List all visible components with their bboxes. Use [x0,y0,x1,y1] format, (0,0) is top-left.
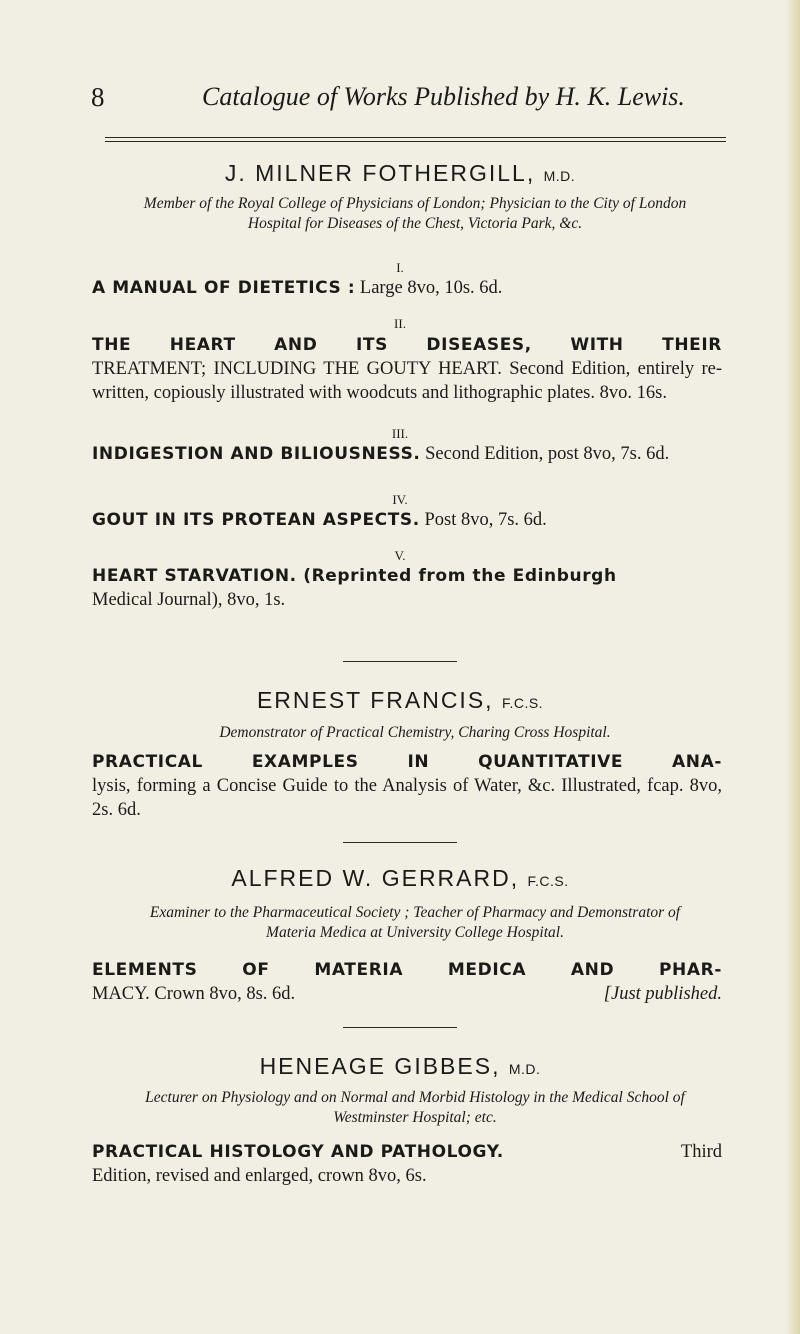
running-title: Catalogue of Works Published by H. K. Lewis. [202,82,685,111]
publication-note: [Just published. [603,984,722,1004]
work-entry [92,442,732,466]
work-title: PRACTICAL EXAMPLES IN QUANTITATIVE ANA- [92,752,722,772]
work-numeral: II. [394,316,406,331]
work-details: Edition, revised and enlarged, crown 8vo, 6s. [92,1166,427,1186]
work-numeral: III. [391,426,409,441]
author-affiliation [110,903,720,943]
page-number: 8 [91,82,105,112]
author-degree: M.D. [543,168,576,184]
affiliation-line: Demonstrator of Practical Chemistry, Charing Cross Hospital. [219,724,611,741]
work-numeral: I. [396,260,404,275]
section-separator [343,1027,457,1028]
work-entry [92,276,722,300]
affiliation-line: Lecturer on Physiology and on Normal and Morbid Histology in the Medical School of [145,1089,685,1106]
author-affiliation [110,1088,720,1128]
work-title: HEART STARVATION. (Reprinted from the Edinburgh [92,566,617,586]
work-entry [92,333,722,405]
work-entry [92,564,722,612]
author-name: ERNEST FRANCIS, [256,687,494,713]
work-title: THE HEART AND ITS DISEASES, WITH THEIR [92,335,722,355]
page-edge-shadow [786,0,800,1334]
affiliation-line: Westminster Hospital; etc. [333,1109,497,1126]
work-title: GOUT IN ITS PROTEAN ASPECTS. [92,510,420,530]
section-separator [343,661,457,662]
work-details: MACY. Crown 8vo, 8s. 6d. [92,984,296,1004]
work-title: PRACTICAL HISTOLOGY AND PATHOLOGY. [92,1142,504,1162]
work-details: Large 8vo, 10s. 6d. [355,278,503,298]
affiliation-line: Materia Medica at University College Hospital. [266,924,564,941]
work-details: Medical Journal), 8vo, 1s. [92,590,286,610]
author-affiliation [110,194,720,234]
author-name: HENEAGE GIBBES, [259,1053,501,1079]
work-title: A MANUAL OF DIETETICS : [92,278,356,298]
author-heading [0,865,800,892]
section-separator [343,842,457,843]
work-entry [92,508,722,532]
author-affiliation [110,723,720,743]
author-degree: M.D. [508,1061,541,1077]
header-rule-bottom [105,141,726,142]
work-entry [92,958,722,1006]
work-details-line [92,982,722,1006]
header-rule-top [105,137,726,138]
work-title: ELEMENTS OF MATERIA MEDICA AND PHAR- [92,960,722,980]
page-header [0,82,800,122]
work-numeral: IV. [392,492,408,507]
author-name: J. MILNER FOTHERGILL, [224,160,536,186]
work-details: Third [680,1142,722,1162]
work-details: Second Edition, post 8vo, 7s. 6d. [420,444,670,464]
work-numeral: V. [394,548,406,563]
affiliation-line: Hospital for Diseases of the Chest, Victoria Park, &c. [247,215,583,232]
author-heading [0,160,800,187]
author-name: ALFRED W. GERRARD, [231,865,520,891]
work-entry [92,750,722,822]
affiliation-line: Examiner to the Pharmaceutical Society ; Teacher of Pharmacy and Demonstrator of [149,904,681,921]
author-degree: F.C.S. [527,873,569,889]
author-heading [0,1053,800,1080]
work-title: INDIGESTION AND BILIOUSNESS. [92,444,421,464]
work-entry [92,1140,722,1188]
work-details: TREATMENT; INCLUDING THE GOUTY HEART. Second Edition, entirely re-written, copiously illustrated with woodcuts and lithographic plates. 8vo. 16s. [92,359,722,403]
author-heading [0,687,800,714]
work-details: lysis, forming a Concise Guide to the Analysis of Water, &c. Illustrated, fcap. 8vo, 2s. 6d. [92,776,722,820]
affiliation-line: Member of the Royal College of Physicians of London; Physician to the City of London [143,195,687,212]
work-title-line [92,1140,722,1164]
author-degree: F.C.S. [501,695,544,711]
work-details: Post 8vo, 7s. 6d. [419,510,547,530]
